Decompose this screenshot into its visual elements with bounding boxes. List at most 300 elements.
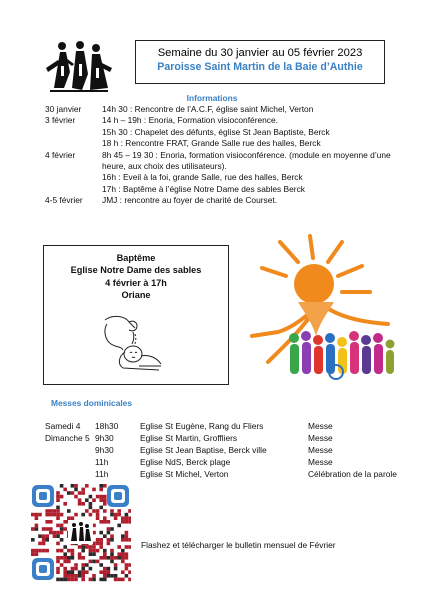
messe-place: Eglise St Michel, Verton [140,469,229,479]
qr-module [89,545,93,549]
qr-module [71,570,75,574]
qr-module [89,560,93,564]
qr-module [81,545,85,549]
qr-module [71,556,75,560]
qr-module [92,545,96,549]
qr-module [110,527,114,531]
qr-module [128,545,131,549]
qr-module [92,578,96,582]
qr-module [99,520,103,524]
qr-module [74,495,78,499]
messe-place: Eglise NdS, Berck plage [140,457,231,467]
qr-module [85,498,89,502]
qr-module [78,574,82,578]
qr-module [71,567,75,571]
qr-module [117,509,121,513]
qr-module [99,506,103,510]
qr-module [67,509,71,513]
qr-module [110,509,114,513]
qr-module [114,556,118,560]
qr-module [92,549,96,553]
qr-module [128,509,131,513]
qr-module [81,502,85,506]
messe-day [45,444,95,456]
qr-module [31,549,35,553]
qr-module [71,484,75,488]
qr-module [89,567,93,571]
qr-module [99,563,103,567]
messe-day [45,456,95,468]
bapteme-date: 4 février à 17h [105,277,167,288]
flash-instructions: Flashez et télécharger le bulletin mensuel de Février [141,540,336,550]
qr-module [71,516,75,520]
qr-module [125,567,129,571]
qr-module [121,534,125,538]
qr-module [114,563,118,567]
qr-module [56,549,60,553]
schedule-text: 14 h – 19h : Enoria, Formation visioconférence. [102,115,278,126]
qr-module [71,574,75,578]
parish-logo-icon [40,38,116,94]
bapteme-title: Baptême [116,253,156,263]
qr-module [45,520,49,524]
qr-module [74,484,78,488]
qr-module [107,538,111,542]
qr-module [89,513,93,517]
qr-module [74,513,78,517]
qr-module [99,570,103,574]
schedule-row [45,184,395,195]
qr-module [63,570,67,574]
qr-module [81,574,85,578]
qr-module [67,549,71,553]
qr-module [96,538,100,542]
qr-module [56,560,60,564]
qr-module [53,509,57,513]
title-box [135,40,385,84]
qr-module [56,567,60,571]
qr-module [63,567,67,571]
schedule-text: 14h 30 : Rencontre de l’A.C.F, église saint Michel, Verton [102,104,314,114]
qr-module [56,570,60,574]
baptism-drawing-icon [99,310,179,374]
qr-module [60,531,64,535]
qr-module [121,549,125,553]
schedule-text: 18 h : Rencontre FRAT, Grande Salle rue des halles, Berck [102,138,321,149]
bapteme-church: Eglise Notre Dame des sables [70,265,202,276]
qr-module [85,545,89,549]
qr-module [121,578,125,582]
qr-module [121,560,125,564]
schedule-date [45,184,102,195]
qr-module [99,531,103,535]
messes-list [45,420,415,480]
qr-module [99,498,103,502]
qr-module [85,484,89,488]
schedule-date [45,138,102,149]
messe-time: 11h [95,457,109,467]
qr-module [110,534,114,538]
qr-module [35,549,39,553]
qr-module [89,506,93,510]
qr-module [92,552,96,556]
schedule-row [45,127,395,138]
messe-type: Messe [308,421,333,431]
qr-module [128,578,131,582]
qr-module [56,506,60,510]
qr-module [49,509,53,513]
qr-module [99,488,103,492]
qr-module [49,513,53,517]
schedule-date: 3 février [45,115,76,126]
qr-module [114,516,118,520]
qr-module [125,513,129,517]
qr-module [114,567,118,571]
qr-module [99,578,103,582]
qr-module [60,484,64,488]
qr-module [56,509,60,513]
qr-module [74,567,78,571]
qr-module [56,498,60,502]
qr-module [38,534,42,538]
qr-module [60,527,64,531]
qr-module [121,516,125,520]
messe-type: Messe [308,457,333,467]
schedule-row [45,150,395,173]
bapteme-box [43,245,229,385]
qr-module [89,552,93,556]
schedule-row [45,104,395,115]
qr-module [67,574,71,578]
qr-module [67,560,71,564]
qr-module [103,549,107,553]
qr-module [121,520,125,524]
schedule-text: 17h : Baptême à l’église Notre Dame des sables Berck [102,183,305,194]
qr-module [60,578,64,582]
qr-module [107,567,111,571]
qr-module [81,556,85,560]
qr-module [63,574,67,578]
qr-module [78,498,82,502]
messe-place: Eglise St Martin, Groffliers [140,433,238,443]
qr-module [107,556,111,560]
qr-module [92,488,96,492]
qr-module [96,516,100,520]
qr-module [71,549,75,553]
qr-module [128,538,131,542]
qr-module [60,556,64,560]
qr-module [103,578,107,582]
qr-module [81,488,85,492]
qr-module [89,549,93,553]
qr-module [92,574,96,578]
qr-module [60,513,64,517]
qr-module [56,531,60,535]
schedule-text: 8h 45 – 19 30 : Enoria, formation visioconférence. (module en moyenne d’une heure, aux choix des utilisateurs). [102,149,391,172]
qr-module [45,527,49,531]
messe-row [45,420,415,432]
qr-module [78,502,82,506]
qr-module [121,556,125,560]
schedule-date: 30 janvier [45,104,82,114]
qr-module [38,549,42,553]
qr-module [125,531,129,535]
qr-module [96,513,100,517]
qr-module [78,570,82,574]
qr-module [56,491,60,495]
schedule-date [45,127,102,138]
qr-module [103,556,107,560]
qr-module [103,484,107,488]
qr-module [49,531,53,535]
qr-module [63,578,67,582]
qr-module [53,531,57,535]
qr-module [45,534,49,538]
schedule-date [45,172,102,183]
qr-module [125,520,129,524]
qr-module [99,538,103,542]
qr-module [60,549,64,553]
qr-module [110,560,114,564]
qr-module [103,498,107,502]
qr-module [121,570,125,574]
qr-module [92,498,96,502]
qr-module [117,552,121,556]
qr-module [35,513,39,517]
messe-row [45,468,415,480]
qr-module [56,534,60,538]
messe-time: 9h30 [95,445,114,455]
qr-module [128,520,131,524]
qr-module [78,552,82,556]
qr-module [74,563,78,567]
messe-row [45,432,415,444]
messe-time: 18h30 [95,421,119,431]
qr-module [56,495,60,499]
qr-module [78,545,82,549]
qr-module [92,509,96,513]
schedule-text: 16h : Eveil à la foi, grande Salle, rue des halles, Berck [102,172,303,183]
qr-module [121,552,125,556]
qr-module [78,491,82,495]
qr-module [125,574,129,578]
qr-module [81,578,85,582]
qr-module [56,542,60,546]
qr-module [31,513,35,517]
qr-module [71,552,75,556]
qr-module [107,542,111,546]
messe-time: 11h [95,469,109,479]
qr-module [103,502,107,506]
qr-module [56,513,60,517]
qr-module [56,556,60,560]
schedule-row [45,195,395,206]
qr-module [74,578,78,582]
qr-module [110,549,114,553]
schedule-list [45,104,395,207]
qr-module [74,574,78,578]
qr-module [117,556,121,560]
qr-module [89,578,93,582]
qr-module [42,534,46,538]
qr-code-icon[interactable] [30,483,131,582]
qr-module [31,527,35,531]
qr-module [35,552,39,556]
qr-module [63,527,67,531]
qr-module [96,542,100,546]
schedule-row [45,172,395,183]
schedule-text: 15h 30 : Chapelet des défunts, église St Jean Baptiste, Berck [102,126,330,137]
qr-module [45,538,49,542]
qr-module [42,542,46,546]
qr-module [31,552,35,556]
qr-module [35,527,39,531]
qr-module [60,563,64,567]
qr-module [107,520,111,524]
qr-module [128,516,131,520]
qr-module [81,513,85,517]
qr-module [110,552,114,556]
messe-row [45,444,415,456]
qr-module [38,513,42,517]
qr-module [81,549,85,553]
messe-row [45,456,415,468]
qr-module [103,520,107,524]
qr-module [125,516,129,520]
informations-heading: Informations [186,93,238,103]
qr-module [63,545,67,549]
qr-module [117,513,121,517]
qr-module [53,534,57,538]
qr-module [56,524,60,528]
qr-module [92,560,96,564]
qr-module [103,516,107,520]
qr-module [103,574,107,578]
qr-module [125,552,129,556]
qr-module [71,578,75,582]
qr-module [38,542,42,546]
qr-module [67,556,71,560]
schedule-row [45,115,395,126]
qr-module [85,563,89,567]
qr-module [78,556,82,560]
qr-module [99,556,103,560]
qr-module [96,560,100,564]
qr-module [110,574,114,578]
qr-module [117,524,121,528]
qr-module [103,509,107,513]
schedule-date: 4 février [45,149,76,160]
qr-module [31,538,35,542]
qr-module [128,570,131,574]
bapteme-name: Oriane [121,290,151,301]
qr-module [99,484,103,488]
qr-module [63,552,67,556]
qr-module [103,570,107,574]
messe-day [45,468,95,480]
qr-module [96,495,100,499]
messe-place: Eglise St Jean Baptise, Berck ville [140,445,267,455]
qr-module [110,556,114,560]
qr-module [117,545,121,549]
qr-module [60,495,64,499]
qr-module [63,502,67,506]
qr-module [128,563,131,567]
qr-module [63,556,67,560]
messe-day: Dimanche 5 [45,433,90,443]
qr-module [35,524,39,528]
qr-module [103,495,107,499]
qr-module [125,538,129,542]
qr-module [74,488,78,492]
messe-place: Eglise St Eugène, Rang du Fliers [140,421,264,431]
qr-module [63,488,67,492]
qr-module [56,578,60,582]
qr-module [53,513,57,517]
qr-module [56,516,60,520]
sun-and-people-illustration-icon [238,232,408,387]
qr-module [99,542,103,546]
messe-day: Samedi 4 [45,421,81,431]
qr-module [99,545,103,549]
qr-module [117,578,121,582]
schedule-text: JMJ : rencontre au foyer de charité de Courset. [102,195,278,206]
qr-module [103,534,107,538]
qr-module [107,570,111,574]
qr-module [81,491,85,495]
qr-module [63,520,67,524]
qr-module [60,538,64,542]
schedule-date: 4-5 février [45,195,83,206]
qr-module [42,538,46,542]
qr-module [125,534,129,538]
qr-module [60,524,64,528]
qr-module [35,516,39,520]
qr-module [45,513,49,517]
qr-module [71,491,75,495]
qr-module [49,527,53,531]
qr-module [81,567,85,571]
qr-module [45,549,49,553]
qr-module [125,563,129,567]
qr-module [103,567,107,571]
qr-module [96,509,100,513]
schedule-row [45,138,395,149]
qr-module [81,563,85,567]
qr-module [125,556,129,560]
qr-module [107,527,111,531]
qr-module [42,549,46,553]
qr-module [63,560,67,564]
parish-name: Paroisse Saint Martin de la Baie d’Authie [157,61,363,73]
messe-type: Messe [308,433,333,443]
qr-module [103,552,107,556]
qr-module [67,570,71,574]
qr-module [81,570,85,574]
messes-heading: Messes dominicales [51,398,132,408]
qr-module [107,531,111,535]
qr-module [110,513,114,517]
qr-module [121,538,125,542]
qr-module [107,574,111,578]
qr-module [85,509,89,513]
qr-module [67,491,71,495]
qr-module [89,502,93,506]
messe-type: Célébration de la parole [308,469,397,479]
qr-module [42,527,46,531]
qr-module [67,516,71,520]
qr-module [96,549,100,553]
